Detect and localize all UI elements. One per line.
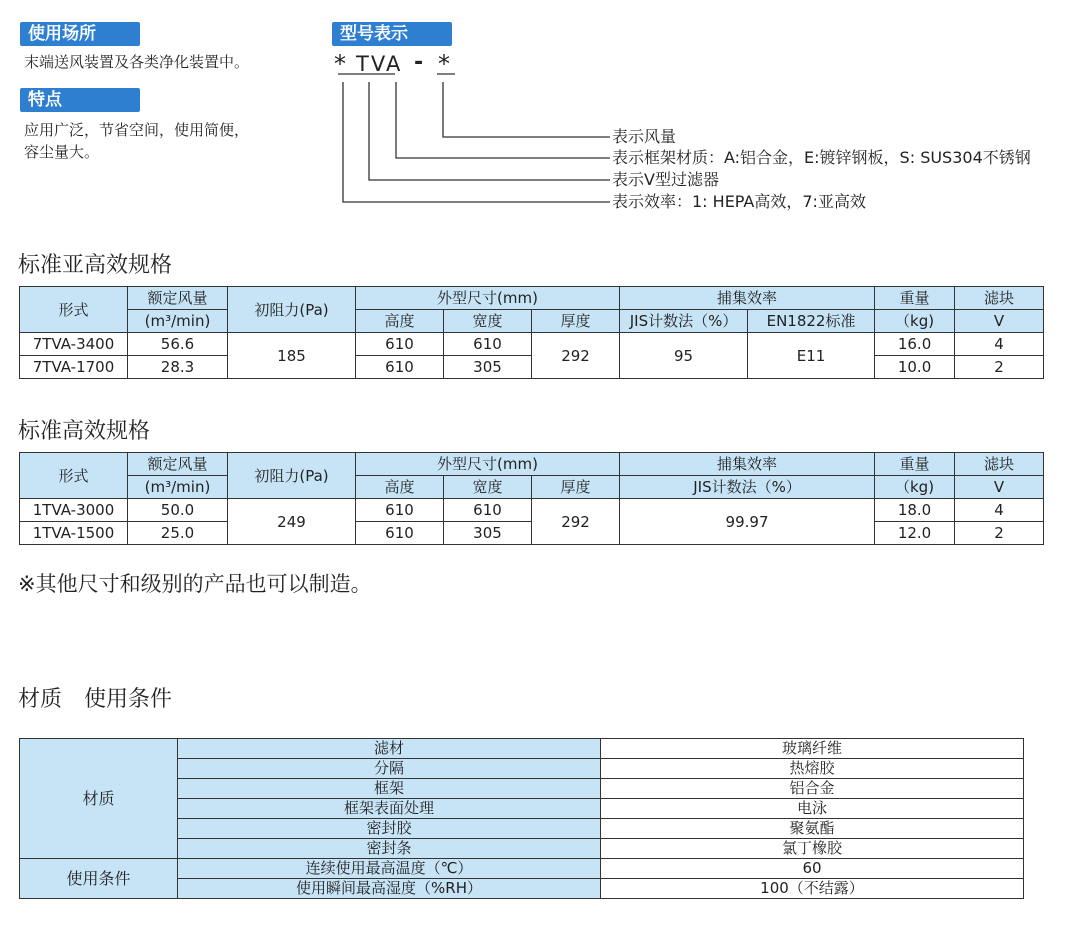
table1-header-en: EN1822标准 [748,310,875,333]
table-row [20,739,1024,759]
model-legend-efficiency: 表示效率：1: HEPA高效，7:亚高效 [612,192,866,211]
table1-cell-blocks: 4 [955,333,1044,356]
table1-cell-width: 305 [444,356,532,379]
table2-cell-width: 305 [444,522,532,545]
features-line1: 应用广泛，节省空间，使用简便， [24,121,250,139]
material-value: 聚氨酯 [601,819,1024,839]
model-code-efficiency: * [334,50,346,78]
material-group-label: 材质 [20,739,178,859]
table2-cell-airflow: 50.0 [128,499,228,522]
table1-header-airflow: 额定风量 [128,287,228,310]
table-row [20,859,1024,879]
table2-cell-model: 1TVA-3000 [20,499,128,522]
table3-title: 材质 使用条件 [18,687,173,712]
table1-header-weight: 重量 [875,287,955,310]
table1-cell-depth: 292 [532,333,620,379]
table2-header-resistance: 初阻力(Pa) [228,453,356,499]
condition-value: 60 [601,859,1024,879]
table2 [19,452,1044,545]
model-code-frame: A [386,52,401,76]
table1-title: 标准亚高效规格 [18,253,173,278]
table2-cell-height: 610 [356,522,444,545]
table2-cell-jis: 99.97 [620,499,875,545]
table1-cell-airflow: 28.3 [128,356,228,379]
table1-cell-height: 610 [356,333,444,356]
model-code-airflow: * [438,50,450,78]
table-row [20,333,1044,356]
features-label: 特点 [20,88,140,112]
material-value: 玻璃纤维 [601,739,1024,759]
table1-header-dims: 外型尺寸(mm) [356,287,620,310]
table1-cell-height: 610 [356,356,444,379]
table2-header-depth: 厚度 [532,476,620,499]
table3 [19,738,1024,899]
table1-cell-model: 7TVA-1700 [20,356,128,379]
table1-header-height: 高度 [356,310,444,333]
table1-header-jis: JIS计数法（%） [620,310,748,333]
table2-header-weight: 重量 [875,453,955,476]
table1-cell-en: E11 [748,333,875,379]
usage-text: 末端送风装置及各类净化装置中。 [24,53,250,71]
model-legend-frame: 表示框架材质：A:铝合金，E:镀锌钢板，S: SUS304不锈钢 [612,148,1031,167]
table1-header-blocks-unit: V [955,310,1044,333]
features-line2: 容尘量大。 [24,143,100,161]
table2-header-height: 高度 [356,476,444,499]
table2-cell-blocks: 4 [955,499,1044,522]
table1 [19,286,1044,379]
table2-cell-height: 610 [356,499,444,522]
table2-header-blocks: 滤块 [955,453,1044,476]
model-label: 型号表示 [332,22,452,46]
material-value: 氯丁橡胶 [601,839,1024,859]
material-item: 框架表面处理 [178,799,601,819]
table2-cell-weight: 18.0 [875,499,955,522]
table1-cell-jis: 95 [620,333,748,379]
model-legend-type: 表示V型过滤器 [612,170,719,189]
material-item: 密封胶 [178,819,601,839]
table1-cell-weight: 16.0 [875,333,955,356]
table2-cell-resistance: 249 [228,499,356,545]
material-item: 滤材 [178,739,601,759]
table1-cell-resistance: 185 [228,333,356,379]
table2-title: 标准高效规格 [18,419,151,444]
table2-header-width: 宽度 [444,476,532,499]
condition-item: 使用瞬间最高湿度（%RH） [178,879,601,899]
table2-header-form: 形式 [20,453,128,499]
table2-header-weight-unit: （kg) [875,476,955,499]
material-value: 电泳 [601,799,1024,819]
model-code-dash: - [414,50,424,75]
table1-header-blocks: 滤块 [955,287,1044,310]
footnote: ※其他尺寸和级别的产品也可以制造。 [18,572,372,596]
table2-cell-depth: 292 [532,499,620,545]
table1-header-airflow-unit: (m³/min) [128,310,228,333]
table1-header-resistance: 初阻力(Pa) [228,287,356,333]
table1-cell-airflow: 56.6 [128,333,228,356]
material-item: 分隔 [178,759,601,779]
table1-header-form: 形式 [20,287,128,333]
table1-cell-width: 610 [444,333,532,356]
table2-header-efficiency: 捕集效率 [620,453,875,476]
material-item: 框架 [178,779,601,799]
table2-cell-blocks: 2 [955,522,1044,545]
usage-label: 使用场所 [20,22,140,46]
model-legend-airflow: 表示风量 [612,127,677,146]
table2-header-dims: 外型尺寸(mm) [356,453,620,476]
material-value: 铝合金 [601,779,1024,799]
table2-cell-airflow: 25.0 [128,522,228,545]
table2-header-airflow-unit: (m³/min) [128,476,228,499]
condition-value: 100（不结露） [601,879,1024,899]
table1-header-weight-unit: （kg) [875,310,955,333]
table1-header-width: 宽度 [444,310,532,333]
table2-cell-width: 610 [444,499,532,522]
table2-header-blocks-unit: V [955,476,1044,499]
table2-cell-weight: 12.0 [875,522,955,545]
table1-header-depth: 厚度 [532,310,620,333]
table1-cell-model: 7TVA-3400 [20,333,128,356]
conditions-group-label: 使用条件 [20,859,178,899]
table1-cell-weight: 10.0 [875,356,955,379]
table-row [20,499,1044,522]
table2-cell-model: 1TVA-1500 [20,522,128,545]
table2-header-airflow: 额定风量 [128,453,228,476]
table1-cell-blocks: 2 [955,356,1044,379]
condition-item: 连续使用最高温度（℃） [178,859,601,879]
material-item: 密封条 [178,839,601,859]
material-value: 热熔胶 [601,759,1024,779]
table2-header-jis: JIS计数法（%） [620,476,875,499]
model-code-type: TV [356,52,388,76]
table1-header-efficiency: 捕集效率 [620,287,875,310]
